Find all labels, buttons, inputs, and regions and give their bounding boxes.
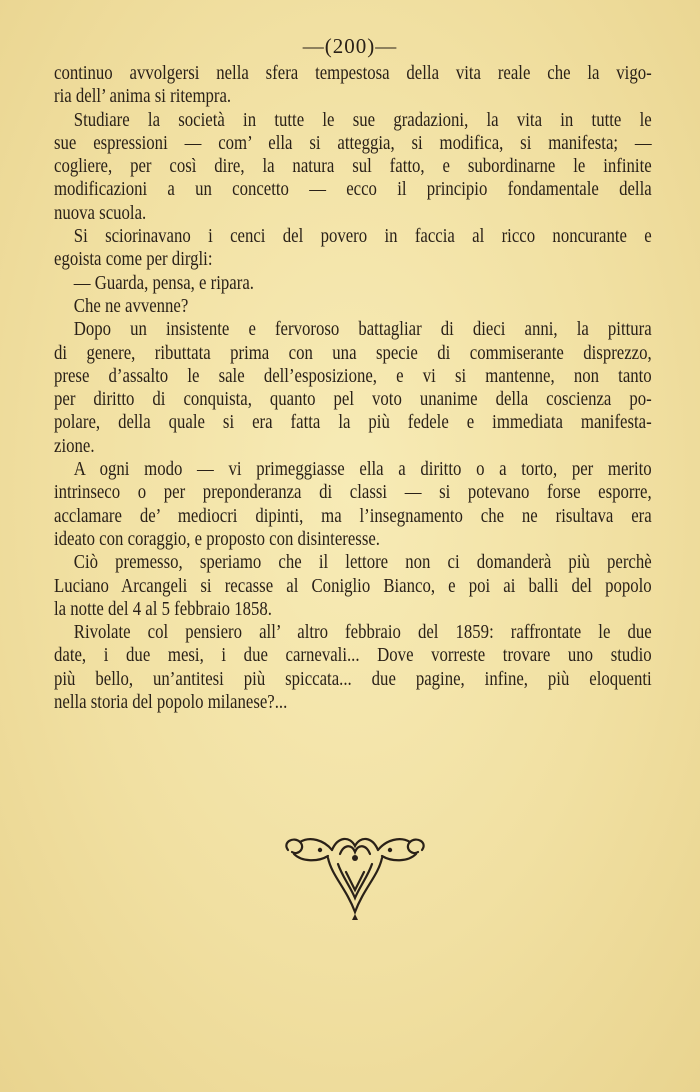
text-line: Studiare la società in tutte le sue gradazioni, la vita in tutte le [73,109,652,131]
text-line: ria dell’ anima si ritempra. [54,86,232,108]
text-line: egoista come per dirgli: [54,249,213,271]
body-text [54,62,652,714]
paragraph [54,272,652,295]
text-line: modificazioni a un concetto — ecco il principio fondamentale della [54,179,652,201]
text-line: Che ne avvenne? [73,295,189,317]
page-number: —(200)— [302,34,398,58]
text-line: intrinseco o per preponderanza di classi — si potevano forse esporre, [54,482,652,504]
text-line: — Guarda, pensa, e ripara. [73,272,254,294]
text-line: Rivolate col pensiero all’ altro febbraio del 1859: raffrontate le due [73,622,652,644]
text-line: nuova scuola. [54,202,147,224]
paragraph [54,295,652,318]
text-line: per diritto di conquista, quanto pel voto unanime della coscienza po- [54,389,652,411]
text-line: polare, della quale si era fatta la più fedele e immediata manifesta- [54,412,652,434]
text-line: ideato con coraggio, e proposto con disinteresse. [54,528,380,550]
text-line: sue espressioni — com’ ella si atteggia, si modifica, si manifesta; — [54,132,652,154]
text-line: la notte del 4 al 5 febbraio 1858. [54,598,272,620]
paragraph [54,318,652,458]
paragraph [54,551,652,621]
text-line: più bello, un’antitesi più spiccata... due pagine, infine, più eloquenti [54,668,652,690]
text-line: acclamare de’ mediocri dipinti, ma l’insegnamento che ne risultava era [54,505,652,527]
paragraph [54,621,652,714]
text-line: Si sciorinavano i cenci del povero in faccia al ricco noncurante e [73,226,652,248]
text-line: prese d’assalto le sale dell’esposizione, e vi si mantenne, non tanto [54,365,652,387]
text-line: nella storia del popolo milanese?... [54,692,288,714]
text-line: zione. [54,435,95,457]
text-line: di genere, ributtata prima con una specie di commiserante disprezzo, [54,342,652,364]
floral-tailpiece-icon [280,832,430,922]
text-line: A ogni modo — vi primeggiasse ella a diritto o a torto, per merito [73,459,652,481]
paragraph [54,458,652,551]
paragraph [54,225,652,272]
text-line: cogliere, per così dire, la natura sul fatto, e subordinarne le infinite [54,156,652,178]
text-line: Ciò premesso, speriamo che il lettore non ci domanderà più perchè [73,552,652,574]
text-line: continuo avvolgersi nella sfera tempestosa della vita reale che la vigo- [54,63,652,84]
text-line: date, i due mesi, i due carnevali... Dove vorreste trovare uno studio [54,645,652,667]
text-line: Luciano Arcangeli si recasse al Coniglio Bianco, e poi ai balli del popolo [54,575,652,597]
paragraph [54,62,652,109]
text-line: Dopo un insistente e fervoroso battagliar di dieci anni, la pittura [73,319,652,341]
paragraph [54,109,652,225]
